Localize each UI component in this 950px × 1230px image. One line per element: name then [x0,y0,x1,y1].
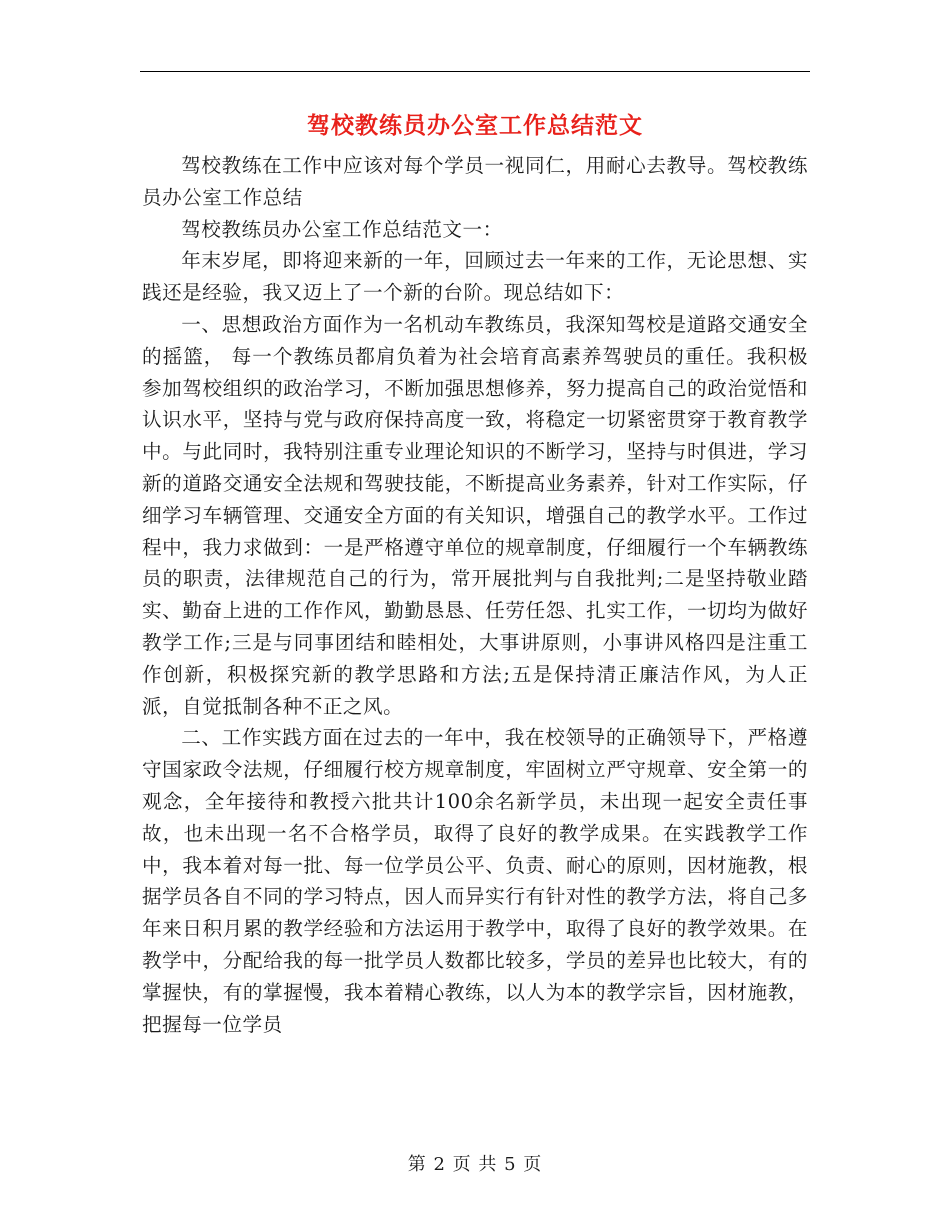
document-body [142,150,808,1040]
document-title: 驾校教练员办公室工作总结范文 [307,112,643,139]
header-rule [140,71,810,72]
page-number-footer: 第 2 页 共 5 页 [407,1154,543,1175]
paragraph-section-two: 二、工作实践方面在过去的一年中，我在校领导的正确领导下，严格遵守国家政令法规，仔细履行校方规章制度，牢固树立严守规章、安全第一的观念，全年接待和教授六批共计100余名新学员，未出现一起安全责任事故，也未出现一名不合格学员，取得了良好的教学成果。在实践教学工作中，我本着对每一批、每一位学员公平、负责、耐心的原则，因材施教，根据学员各自不同的学习特点，因人而异实行有针对性的教学方法，将自己多年来日积月累的教学经验和方法运用于教学中，取得了良好的教学效果。在教学中，分配给我的每一批学员人数都比较多，学员的差异也比较大，有的掌握快，有的掌握慢，我本着精心教练，以人为本的教学宗旨，因材施教，把握每一位学员 [142,726,808,1036]
paragraph-intro: 驾校教练在工作中应该对每个学员一视同仁，用耐心去教导。驾校教练员办公室工作总结 [142,154,808,209]
paragraph-opening: 年末岁尾，即将迎来新的一年，回顾过去一年来的工作，无论思想、实践还是经验，我又迈上了一个新的台阶。现总结如下： [142,249,808,305]
paragraph-subtitle: 驾校教练员办公室工作总结范文一： [181,217,503,241]
paragraph-section-one: 一、思想政治方面作为一名机动车教练员，我深知驾校是道路交通安全的摇篮， 每一个教练员都肩负着为社会培育高素养驾驶员的重任。我积极参加驾校组织的政治学习，不断加强思想修养，努力提高自己的政治觉悟和认识水平，坚持与党与政府保持高度一致，将稳定一切紧密贯穿于教育教学中。与此同时，我特别注重专业理论知识的不断学习，坚持与时俱进，学习新的道路交通安全法规和驾驶技能，不断提高业务素养，针对工作实际，仔细学习车辆管理、交通安全方面的有关知识，增强自己的教学水平。工作过程中，我力求做到：一是严格遵守单位的规章制度，仔细履行一个车辆教练员的职责，法律规范自己的行为，常开展批判与自我批判;二是坚持敬业踏实、勤奋上进的工作作风，勤勤恳恳、任劳任怨、扎实工作，一切均为做好教学工作;三是与同事团结和睦相处，大事讲原则，小事讲风格四是注重工作创新，积极探究新的教学思路和方法;五是保持清正廉洁作风，为人正派，自觉抵制各种不正之风。 [142,312,808,718]
